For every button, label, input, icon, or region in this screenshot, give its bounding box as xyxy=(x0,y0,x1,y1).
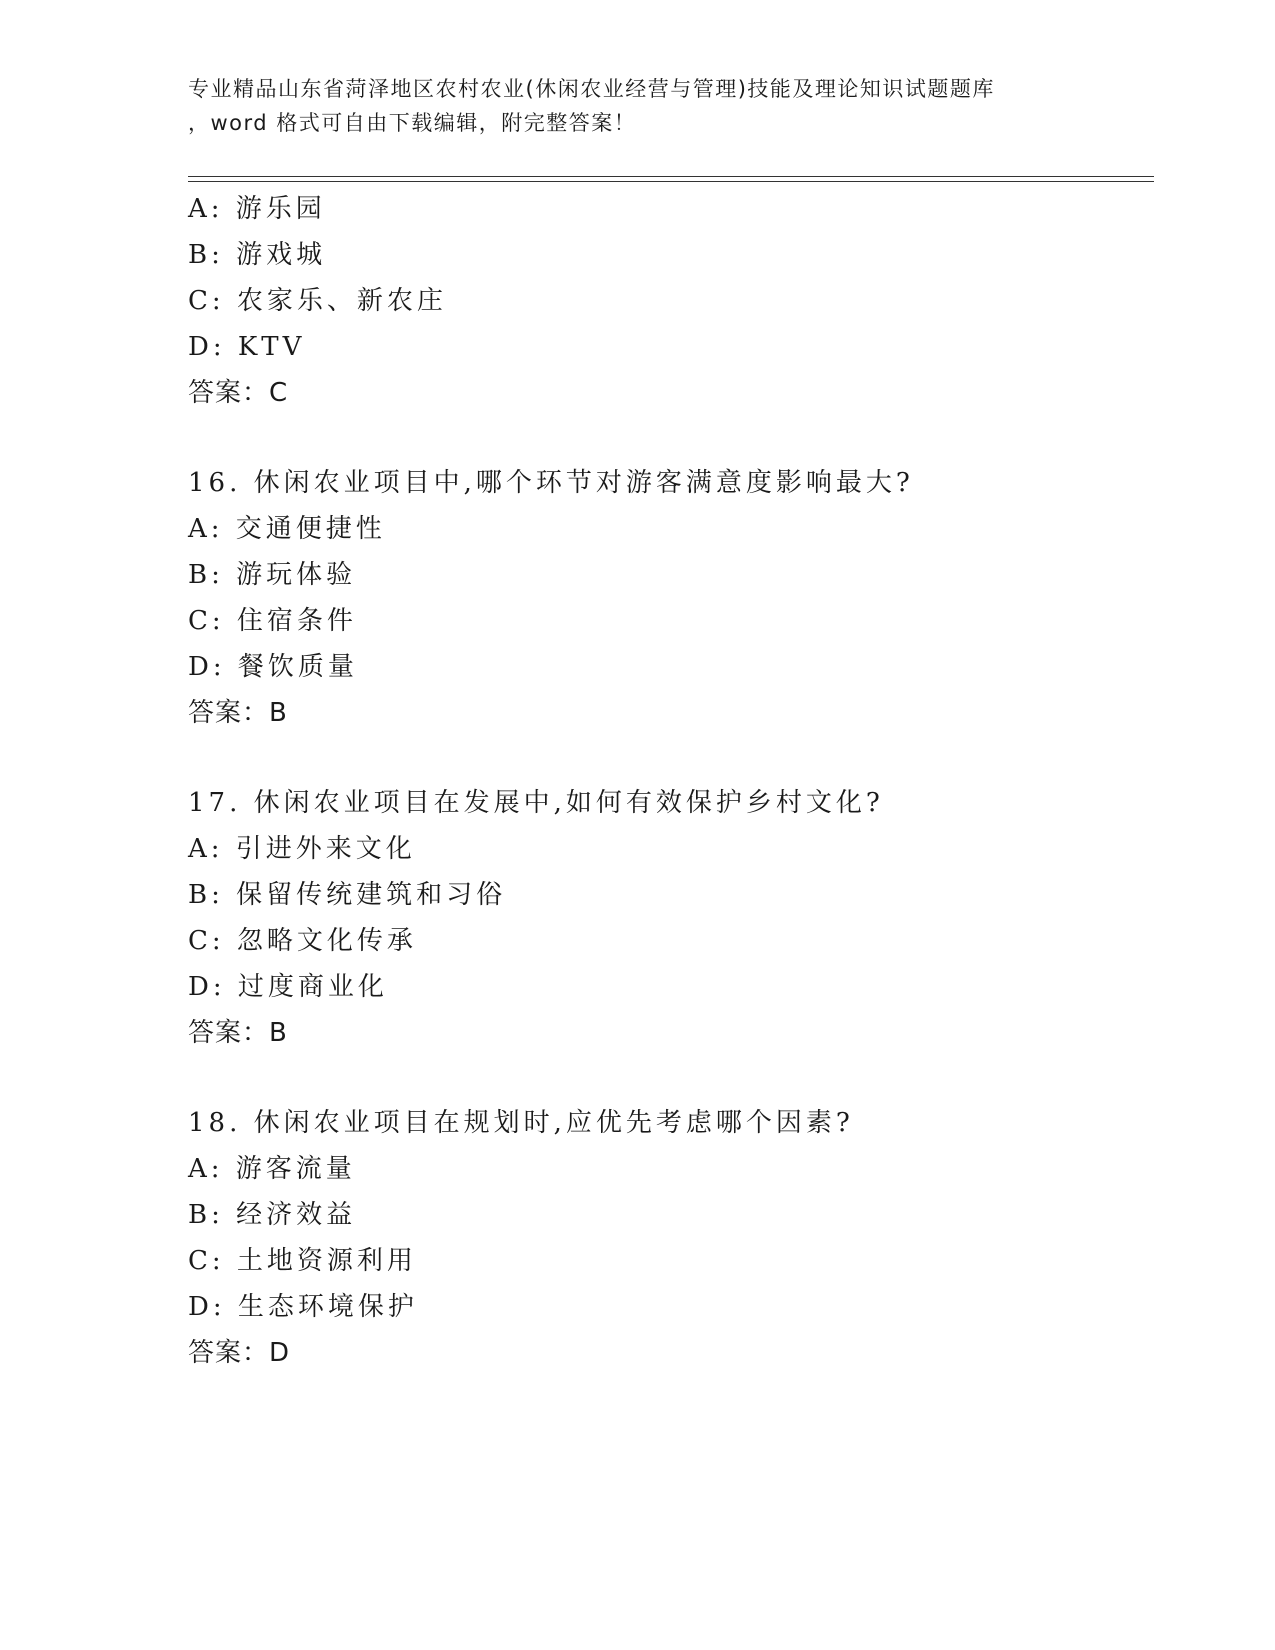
answer-line: 答案：C xyxy=(188,378,289,408)
option-a: A: 游乐园 xyxy=(188,194,326,224)
question-text: 16. 休闲农业项目中,哪个环节对游客满意度影响最大? xyxy=(188,468,914,498)
header-title-line-2: ，word 格式可自由下载编辑，附完整答案！ xyxy=(188,111,637,135)
option-d: D: 生态环境保护 xyxy=(188,1292,418,1322)
option-b: B: 保留传统建筑和习俗 xyxy=(188,880,507,910)
answer-line: 答案：D xyxy=(188,1338,291,1368)
option-a: A: 游客流量 xyxy=(188,1154,356,1184)
option-c: C: 住宿条件 xyxy=(188,606,357,636)
header-title-line-1: 专业精品山东省菏泽地区农村农业(休闲农业经营与管理)技能及理论知识试题题库 xyxy=(188,77,995,101)
answer-line: 答案：B xyxy=(188,1018,288,1048)
document-header xyxy=(188,72,1148,140)
option-d: D: 餐饮质量 xyxy=(188,652,358,682)
answer-line: 答案：B xyxy=(188,698,288,728)
header-divider-bottom xyxy=(188,181,1154,182)
question-17 xyxy=(188,780,1148,1056)
question-15-continued xyxy=(188,186,1148,416)
option-c: C: 农家乐、新农庄 xyxy=(188,286,447,316)
question-list xyxy=(188,186,1148,1376)
header-divider-top xyxy=(188,176,1154,177)
option-d: D: KTV xyxy=(188,332,306,362)
option-d: D: 过度商业化 xyxy=(188,972,388,1002)
option-c: C: 忽略文化传承 xyxy=(188,926,417,956)
option-a: A: 引进外来文化 xyxy=(188,834,416,864)
question-16 xyxy=(188,460,1148,736)
option-c: C: 土地资源利用 xyxy=(188,1246,417,1276)
option-b: B: 游戏城 xyxy=(188,240,327,270)
option-b: B: 游玩体验 xyxy=(188,560,357,590)
question-text: 17. 休闲农业项目在发展中,如何有效保护乡村文化? xyxy=(188,788,884,818)
question-text: 18. 休闲农业项目在规划时,应优先考虑哪个因素? xyxy=(188,1108,854,1138)
option-b: B: 经济效益 xyxy=(188,1200,357,1230)
question-18 xyxy=(188,1100,1148,1376)
option-a: A: 交通便捷性 xyxy=(188,514,386,544)
